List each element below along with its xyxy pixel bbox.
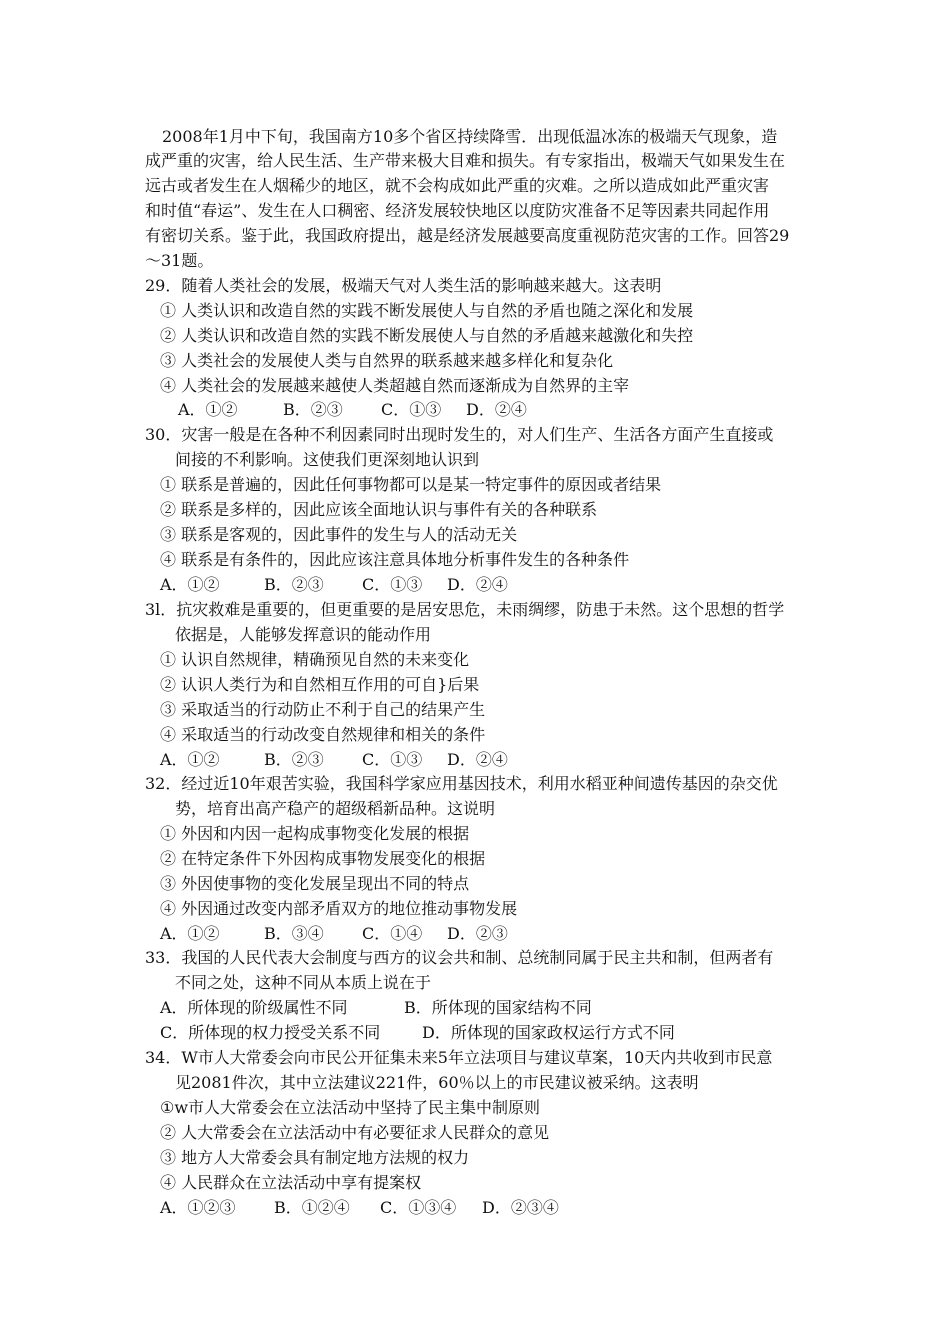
- statement-item: ①w市人大常委会在立法活动中坚持了民主集中制原则: [160, 1098, 541, 1117]
- answer-option-d: D．所体现的国家政权运行方式不同: [422, 1023, 675, 1042]
- question-stem-cont: 不同之处，这种不同从本质上说在于: [175, 973, 432, 992]
- answer-option-d: D．②④: [447, 750, 508, 769]
- statement-item: ① 人类认识和改造自然的实践不断发展使人与自然的矛盾也随之深化和发展: [160, 301, 694, 320]
- statement-item: ④ 人类社会的发展越来越使人类超越自然而逐渐成为自然界的主宰: [160, 376, 630, 395]
- answer-option-b: B．②③: [264, 750, 324, 769]
- statement-item: ② 联系是多样的，因此应该全面地认识与事件有关的各种联系: [160, 500, 598, 519]
- statement-item: ① 认识自然规律，精确预见自然的未来变化: [160, 650, 470, 669]
- statement-item: ③ 地方人大常委会具有制定地方法规的权力: [160, 1148, 470, 1167]
- answer-option-c: C．①③: [362, 575, 423, 594]
- answer-option-c: C．①③④: [380, 1198, 457, 1217]
- question-stem-cont: 势，培育出高产稳产的超级稻新品种。这说明: [175, 799, 496, 818]
- answer-option-c: C．①③: [362, 750, 423, 769]
- answer-option-a: A．①②③: [160, 1198, 236, 1217]
- answer-option-b: B．②③: [264, 575, 324, 594]
- statement-item: ③ 联系是客观的，因此事件的发生与人的活动无关: [160, 525, 518, 544]
- question-stem-cont: 见2081件次，其中立法建议221件，60％以上的市民建议被采纳。这表明: [175, 1073, 699, 1092]
- answer-option-a: A．①②: [160, 924, 220, 943]
- passage-line: 成严重的灾害，给人民生活、生产带来极大目难和损失。有专家指出，极端天气如果发生在: [145, 151, 786, 170]
- passage-line: 有密切关系。鉴于此，我国政府提出，越是经济发展越要高度重视防范灾害的工作。回答29: [145, 226, 790, 245]
- statement-item: ④ 人民群众在立法活动中享有提案权: [160, 1173, 422, 1192]
- statement-item: ④ 外因通过改变内部矛盾双方的地位推动事物发展: [160, 899, 518, 918]
- answer-option-a: A．①②: [160, 750, 220, 769]
- statement-item: ② 人大常委会在立法活动中有必要征求人民群众的意见: [160, 1123, 550, 1142]
- answer-option-c: C．所体现的权力授受关系不同: [160, 1023, 381, 1042]
- answer-option-b: B．②③: [283, 400, 343, 419]
- statement-item: ① 联系是普遍的，因此任何事物都可以是某一特定事件的原因或者结果: [160, 475, 662, 494]
- question-stem-cont: 依据是，人能够发挥意识的能动作用: [175, 625, 432, 644]
- question-stem: 34．W市人大常委会向市民公开征集未来5年立法项目与建议草案，10天内共收到市民意: [145, 1048, 773, 1067]
- statement-item: ② 人类认识和改造自然的实践不断发展使人与自然的矛盾越来越激化和失控: [160, 326, 694, 345]
- statement-item: ④ 采取适当的行动改变自然规律和相关的条件: [160, 725, 486, 744]
- answer-option-d: D．②③: [447, 924, 508, 943]
- question-stem-cont: 间接的不利影响。这使我们更深刻地认识到: [175, 450, 480, 469]
- answer-option-d: D．②③④: [482, 1198, 559, 1217]
- passage-line: 远古或者发生在人烟稀少的地区，就不会构成如此严重的灾难。之所以造成如此严重灾害: [145, 176, 770, 195]
- answer-option-b: B．③④: [264, 924, 324, 943]
- statement-item: ② 在特定条件下外因构成事物发展变化的根据: [160, 849, 486, 868]
- answer-option-a: A．①②: [178, 400, 238, 419]
- question-stem: 3l．抗灾救难是重要的，但更重要的是居安思危，未雨绸缪，防患于未然。这个思想的哲学: [145, 600, 785, 619]
- answer-option-c: C．①③: [381, 400, 442, 419]
- answer-option-d: D．②④: [466, 400, 527, 419]
- answer-option-b: B．所体现的国家结构不同: [404, 998, 592, 1017]
- question-stem: 32．经过近10年艰苦实验，我国科学家应用基因技术，利用水稻亚种间遗传基因的杂交优: [145, 774, 778, 793]
- question-stem: 30．灾害一般是在各种不利因素同时出现时发生的，对人们生产、生活各方面产生直接或: [145, 425, 774, 444]
- answer-option-c: C．①④: [362, 924, 423, 943]
- passage-line: ～31题。: [145, 251, 214, 270]
- statement-item: ② 认识人类行为和自然相互作用的可自}后果: [160, 675, 480, 694]
- statement-item: ③ 采取适当的行动防止不利于自己的结果产生: [160, 700, 486, 719]
- answer-option-a: A．①②: [160, 575, 220, 594]
- answer-option-a: A．所体现的阶级属性不同: [160, 998, 348, 1017]
- answer-option-b: B．①②④: [274, 1198, 350, 1217]
- answer-option-d: D．②④: [447, 575, 508, 594]
- statement-item: ① 外因和内因一起构成事物变化发展的根据: [160, 824, 470, 843]
- question-stem: 33．我国的人民代表大会制度与西方的议会共和制、总统制同属于民主共和制，但两者有: [145, 948, 774, 967]
- question-stem: 29．随着人类社会的发展，极端天气对人类生活的影响越来越大。这表明: [145, 276, 662, 295]
- statement-item: ③ 人类社会的发展使人类与自然界的联系越来越多样化和复杂化: [160, 351, 614, 370]
- statement-item: ③ 外因使事物的变化发展呈现出不同的特点: [160, 874, 470, 893]
- passage-line: 和时值“春运”、发生在人口稠密、经济发展较快地区以度防灾准备不足等因素共同起作用: [145, 201, 770, 220]
- passage-line: 2008年1月中下旬，我国南方10多个省区持续降雪．出现低温冰冻的极端天气现象，造: [162, 127, 778, 146]
- statement-item: ④ 联系是有条件的，因此应该注意具体地分析事件发生的各种条件: [160, 550, 630, 569]
